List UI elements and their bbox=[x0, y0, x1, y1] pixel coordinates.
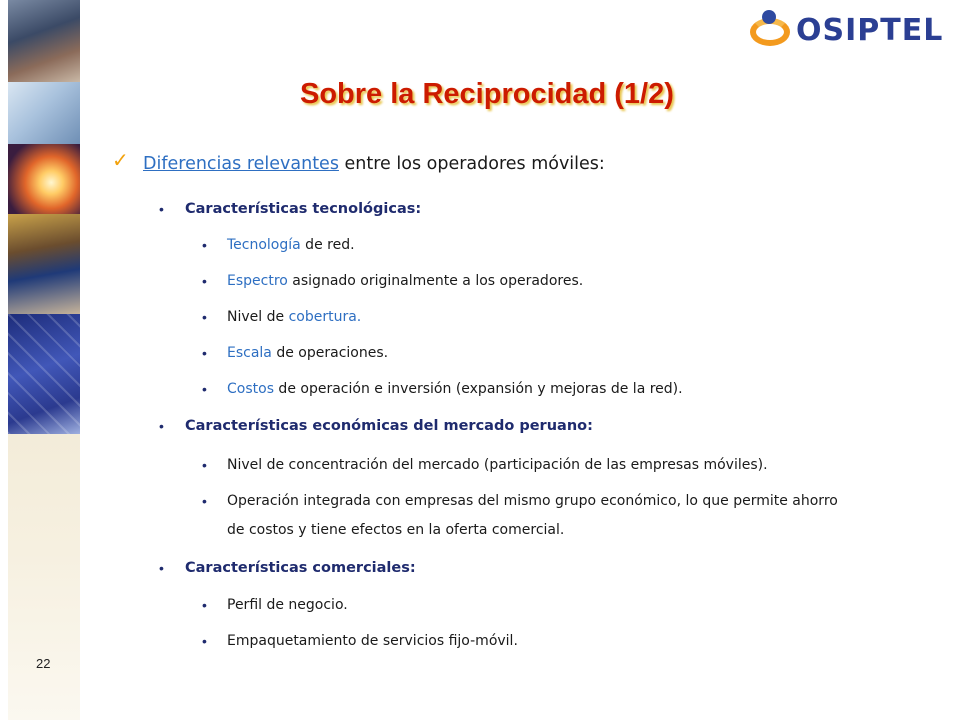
photo-fiber-optics bbox=[8, 144, 80, 214]
list-item bbox=[227, 381, 683, 397]
item-text: asignado originalmente a los operadores. bbox=[287, 273, 584, 289]
item-highlight: Costos bbox=[227, 381, 274, 397]
logo-text: OSIPTEL bbox=[796, 12, 944, 48]
bullet-icon: • bbox=[202, 457, 207, 473]
list-item: Nivel de concentración del mercado (participación de las empresas móviles). bbox=[227, 457, 768, 473]
bullet-icon: • bbox=[202, 597, 207, 613]
list-item: Perfil de negocio. bbox=[227, 597, 348, 613]
section-heading: Características tecnológicas: bbox=[185, 201, 422, 217]
item-text: de operaciones. bbox=[271, 345, 389, 361]
section-heading: Características comerciales: bbox=[185, 560, 416, 576]
bullet-icon: • bbox=[202, 237, 207, 253]
list-item: Empaquetamiento de servicios fijo-móvil. bbox=[227, 633, 518, 649]
slide-title: Sobre la Reciprocidad (1/2) bbox=[300, 78, 674, 110]
bullet-icon: • bbox=[202, 309, 207, 325]
bullet-icon: • bbox=[202, 493, 207, 509]
checkmark-icon: ✓ bbox=[112, 150, 129, 172]
photo-woman-computer bbox=[8, 0, 80, 82]
photo-satellite-dish bbox=[8, 82, 80, 144]
list-item: Operación integrada con empresas del mismo grupo económico, lo que permite ahorro bbox=[227, 493, 838, 509]
strip-fade bbox=[8, 434, 80, 720]
logo-mark-icon bbox=[748, 10, 794, 50]
photo-public-phone bbox=[8, 214, 80, 314]
bullet-icon: • bbox=[202, 381, 207, 397]
page-number: 22 bbox=[36, 656, 51, 671]
bullet-icon: • bbox=[159, 418, 164, 434]
bullet-icon: • bbox=[159, 560, 164, 576]
osiptel-logo bbox=[748, 8, 948, 52]
list-item-continuation: de costos y tiene efectos en la oferta comercial. bbox=[227, 522, 565, 538]
section-heading: Características económicas del mercado peruano: bbox=[185, 418, 593, 434]
list-item bbox=[227, 237, 355, 253]
item-text: Nivel de bbox=[227, 309, 289, 325]
list-item bbox=[227, 345, 388, 361]
item-text: de operación e inversión (expansión y mejoras de la red). bbox=[273, 381, 683, 397]
main-point-text: entre los operadores móviles: bbox=[338, 154, 605, 174]
item-highlight: Espectro bbox=[227, 273, 288, 289]
item-highlight: Tecnología bbox=[227, 237, 301, 253]
item-highlight: Escala bbox=[227, 345, 272, 361]
photo-keypad bbox=[8, 314, 80, 434]
bullet-icon: • bbox=[202, 633, 207, 649]
main-point bbox=[143, 154, 605, 174]
main-point-highlight: Diferencias relevantes bbox=[143, 154, 339, 174]
item-highlight: cobertura. bbox=[288, 309, 362, 325]
item-text: de red. bbox=[300, 237, 355, 253]
list-item bbox=[227, 273, 583, 289]
bullet-icon: • bbox=[202, 273, 207, 289]
list-item bbox=[227, 309, 361, 325]
bullet-icon: • bbox=[202, 345, 207, 361]
photo-strip bbox=[0, 0, 80, 720]
bullet-icon: • bbox=[159, 201, 164, 217]
